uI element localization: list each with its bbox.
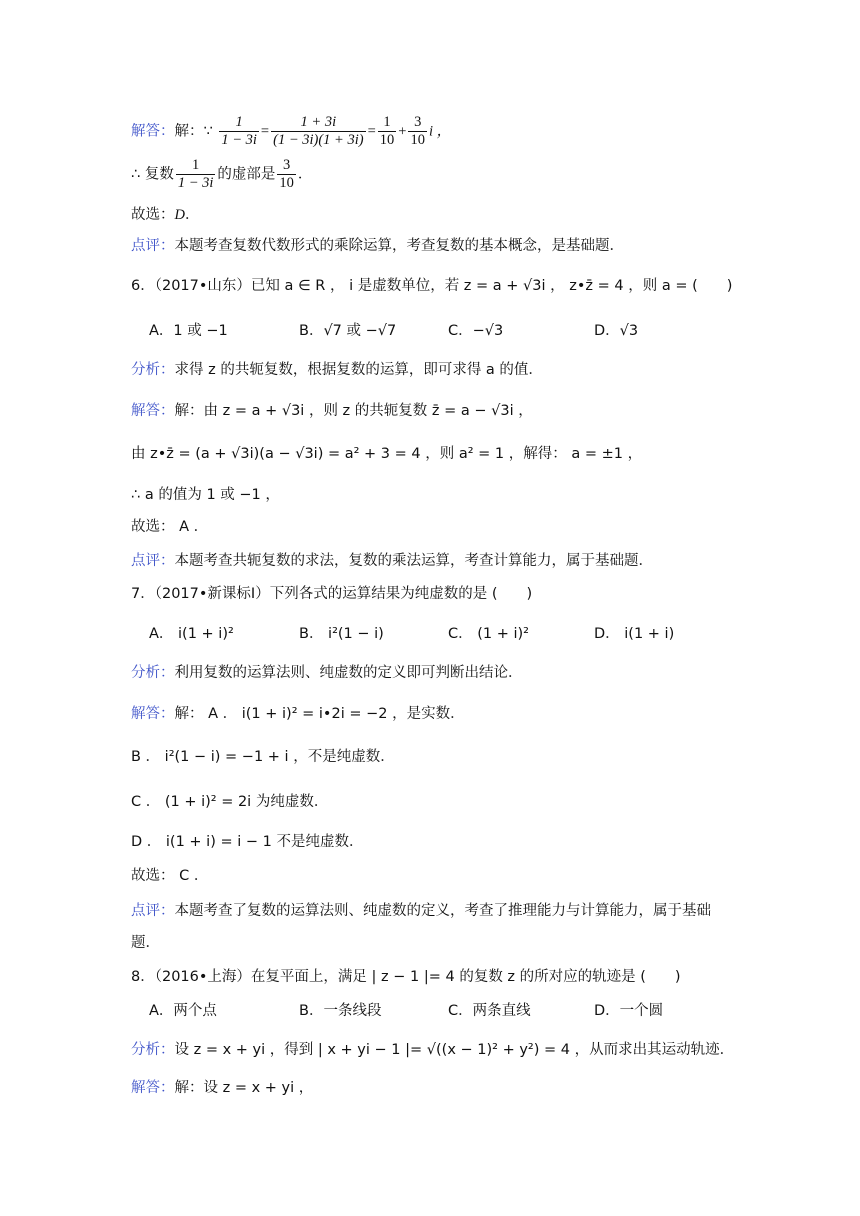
- q7-choose: 故选： C ．: [131, 868, 209, 884]
- solution-label: 解答：: [131, 706, 175, 722]
- fraction: $\frac{3}{10}$: [279, 157, 294, 191]
- review-label: 点评：: [131, 238, 175, 254]
- q7-solution-line1: 解答：解： A ． i(1 + i)² = i•2i = −2 ，是实数．: [131, 706, 465, 722]
- q7-solution-line3: C ． (1 + i)² = 2i 为纯虚数．: [131, 794, 329, 810]
- q7-review-line1: 点评：本题考查了复数的运算法则、纯虚数的定义，考查了推理能力与计算能力，属于基础: [131, 903, 711, 919]
- q5-review: 点评：本题考查复数代数形式的乘除运算，考查复数的基本概念，是基础题．: [131, 238, 624, 254]
- q7-option-c: C． (1 + i)²: [448, 626, 529, 642]
- q6-option-c: C．−√3: [448, 323, 504, 339]
- q8-option-c: C．两条直线: [448, 1003, 531, 1019]
- q6-stem: 6．（2017•山东）已知 a ∈ R ， i 是虚数单位，若 z = a + √3i ， z•z̄ = 4 ，则 a = ( ): [131, 278, 733, 294]
- analysis-label: 分析：: [131, 665, 175, 681]
- review-label: 点评：: [131, 903, 175, 919]
- q8-solution-line1: 解答：解：设 z = x + yi ，: [131, 1080, 314, 1096]
- q8-analysis: 分析：设 z = x + yi ，得到 | x + yi − 1 |= √((x − 1)² + y²) = 4 ，从而求出其运动轨迹．: [131, 1042, 735, 1058]
- q7-analysis: 分析：利用复数的运算法则、纯虚数的定义即可判断出结论．: [131, 665, 523, 681]
- q6-analysis: 分析：求得 z 的共轭复数，根据复数的运算，即可求得 a 的值．: [131, 362, 543, 378]
- solution-label: 解答：: [131, 1080, 175, 1096]
- q7-solution-line4: D ． i(1 + i) = i − 1 不是纯虚数．: [131, 834, 364, 850]
- analysis-label: 分析：: [131, 362, 175, 378]
- q7-solution-line2: B ． i²(1 − i) = −1 + i ，不是纯虚数．: [131, 749, 395, 765]
- q6-review: 点评：本题考查共轭复数的求法，复数的乘法运算，考查计算能力，属于基础题．: [131, 553, 653, 569]
- q6-option-a: A．1 或 −1: [149, 323, 228, 339]
- solution-prefix: 解：∵: [174, 123, 213, 140]
- q6-option-d: D．√3: [594, 323, 639, 339]
- q8-option-a: A．两个点: [149, 1003, 217, 1019]
- solution-label: 解答：: [131, 123, 175, 140]
- q7-review-line2: 题．: [131, 935, 160, 951]
- q8-option-b: B．一条线段: [299, 1003, 382, 1019]
- q7-option-d: D． i(1 + i): [594, 626, 675, 642]
- q8-option-d: D．一个圆: [594, 1003, 664, 1019]
- q6-solution-line3: ∴ a 的值为 1 或 −1 ，: [131, 487, 280, 503]
- q7-option-b: B． i²(1 − i): [299, 626, 384, 642]
- review-label: 点评：: [131, 553, 175, 569]
- q5-solution-line2: ∴ 复数 $\frac{1}{1 - 3i}$ 的虚部是 $\frac{3}{10}$ ．: [131, 157, 313, 191]
- fraction: $\frac{1}{1 - 3i}$: [177, 157, 214, 191]
- q5-solution-line1: 解答：解：∵ $\frac{1}{1 - 3i}$ = $\frac{1 + 3i}{(1 - 3i)(1 + 3i)}$ = $\frac{1}{10}$ + $\frac{3}{10}$ i ，: [131, 114, 452, 148]
- fraction: $\frac{1}{10}$: [379, 114, 395, 148]
- q8-stem: 8．（2016•上海）在复平面上，满足 | z − 1 |= 4 的复数 z 的所对应的轨迹是 ( ): [131, 969, 681, 985]
- q6-choose: 故选： A ．: [131, 519, 209, 535]
- q6-option-b: B．√7 或 −√7: [299, 323, 397, 339]
- q7-stem: 7．（2017•新课标Ⅰ）下列各式的运算结果为纯虚数的是 ( ): [131, 586, 533, 602]
- fraction: $\frac{1 + 3i}{(1 - 3i)(1 + 3i)}$: [273, 114, 364, 148]
- fraction: $\frac{3}{10}$: [410, 114, 425, 148]
- q5-choose: 故选：D．: [131, 207, 200, 223]
- solution-label: 解答：: [131, 403, 175, 419]
- fraction: $\frac{1}{1 - 3i}$: [221, 114, 257, 148]
- q6-solution-line1: 解答：解：由 z = a + √3i ，则 z 的共轭复数 z̄ = a − √3i ，: [131, 403, 533, 419]
- analysis-label: 分析：: [131, 1042, 175, 1058]
- q7-option-a: A． i(1 + i)²: [149, 626, 234, 642]
- q6-solution-line2: 由 z•z̄ = (a + √3i)(a − √3i) = a² + 3 = 4 ，则 a² = 1 ，解得： a = ±1 ，: [131, 446, 643, 462]
